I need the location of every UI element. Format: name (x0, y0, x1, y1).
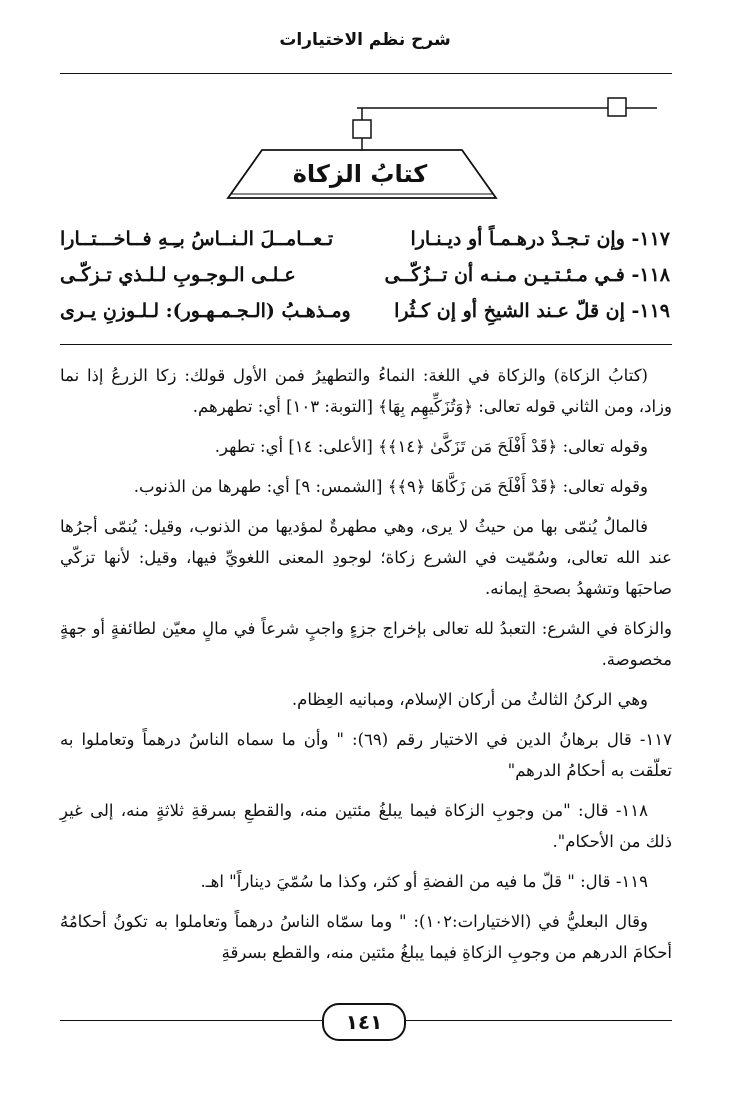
paragraph: ١١٨- قال: "من وجوبِ الزكاة فيما يبلغُ مئتين منه، والقطعِ بسرقةِ ثلاثةٍ منه، إلى غيرِ ذلك من الأحكام". (60, 801, 672, 851)
paragraph: وقال البعليُّ في (الاختيارات:١٠٢): " وما سمّاه الناسُ درهماً وتعاملوا به تكونُ أحكامُهُ أحكامَ الدرهم من وجوبِ الزكاةِ فيما يبلغُ مئتين منه، والقطع بسرقةِ (60, 912, 672, 962)
paragraph: وقوله تعالى: ﴿قَدْ أَفْلَحَ مَن تَزَكَّىٰ ﴿١٤﴾﴾ [الأعلى: ١٤] أي: تطهر. (214, 437, 648, 456)
verse-second-hemistich: تـعــامــلَ الـنــاسُ بـِـهِ فــاخـــتــارا (60, 228, 334, 250)
commentary-text (60, 360, 672, 977)
verse-second-hemistich: ومـذهـبُ (الـجـمـهـور): لـلـوزنِ يـرى (60, 300, 351, 322)
paragraph: (كتابُ الزكاة) والزكاة في اللغة: النماءُ والتطهيرُ فمن الأول قولك: زكا الزرعُ إذا نما وزاد، ومن الثاني قوله تعالى: ﴿وَتُزَكِّيهِم بِهَا﴾ [التوبة: ١٠٣] أي: تطهرهم. (60, 366, 672, 416)
paragraph: ١١٧- قال برهانُ الدين في الاختيار رقم (٦٩): " وأن ما سماه الناسُ درهماً وتعاملوا به تعلّقت به أحكامُ الدرهم" (60, 730, 672, 780)
verse-second-hemistich: عـلـى الـوجـوبِ لـلـذي تـزكّـى (60, 264, 296, 286)
poem-verse (60, 300, 670, 330)
verse-first-hemistich: ١١٩- إن قلّ عـند الشيخِ أو إن كـثُرا (394, 300, 670, 322)
verse-first-hemistich: ١١٧- وإن تـجـدْ درهـمـاً أو ديـنـارا (410, 228, 670, 250)
verse-first-hemistich: ١١٨- فـي مـئـتـيـن مـنـه أن تــزُكّــى (384, 264, 670, 286)
footer-rule (402, 1020, 672, 1021)
paragraph: ١١٩- قال: " قلّ ما فيه من الفضةِ أو كثر، وكذا ما سُمّيَ ديناراً" اهـ. (200, 872, 648, 891)
paragraph: فالمالُ يُنمّى بها من حيثُ لا يرى، وهي مطهرةٌ لمؤديها من الذنوب، وقيل: يُنمّى أجرُها عند الله تعالى، وسُمّيت في الشرع زكاة؛ لوجودِ المعنى اللغويِّ فيها، وقيل: لأنها تزكّي صاحبَها وتشهدُ بصحةِ إيمانه. (60, 517, 672, 598)
running-header: شرح نظم الاختيارات (279, 30, 451, 50)
paragraph: وهي الركنُ الثالثُ من أركان الإسلام، ومبانيه العِظام. (291, 690, 648, 709)
poem-verse (60, 264, 670, 294)
footer-rule (60, 1020, 322, 1021)
paragraph: وقوله تعالى: ﴿قَدْ أَفْلَحَ مَن زَكَّاهَا ﴿٩﴾﴾ [الشمس: ٩] أي: طهرها من الذنوب. (133, 477, 648, 496)
chapter-title: كتابُ الزكاة (292, 160, 428, 188)
poem-rule (60, 344, 672, 345)
poem-verse (60, 228, 670, 258)
page-number: ١٤١ (322, 1003, 406, 1041)
paragraph: والزكاة في الشرع: التعبدُ لله تعالى بإخراج جزءٍ واجبٍ شرعاً في مالٍ معيّن لطائفةٍ أو جهةٍ مخصوصة. (60, 619, 672, 669)
